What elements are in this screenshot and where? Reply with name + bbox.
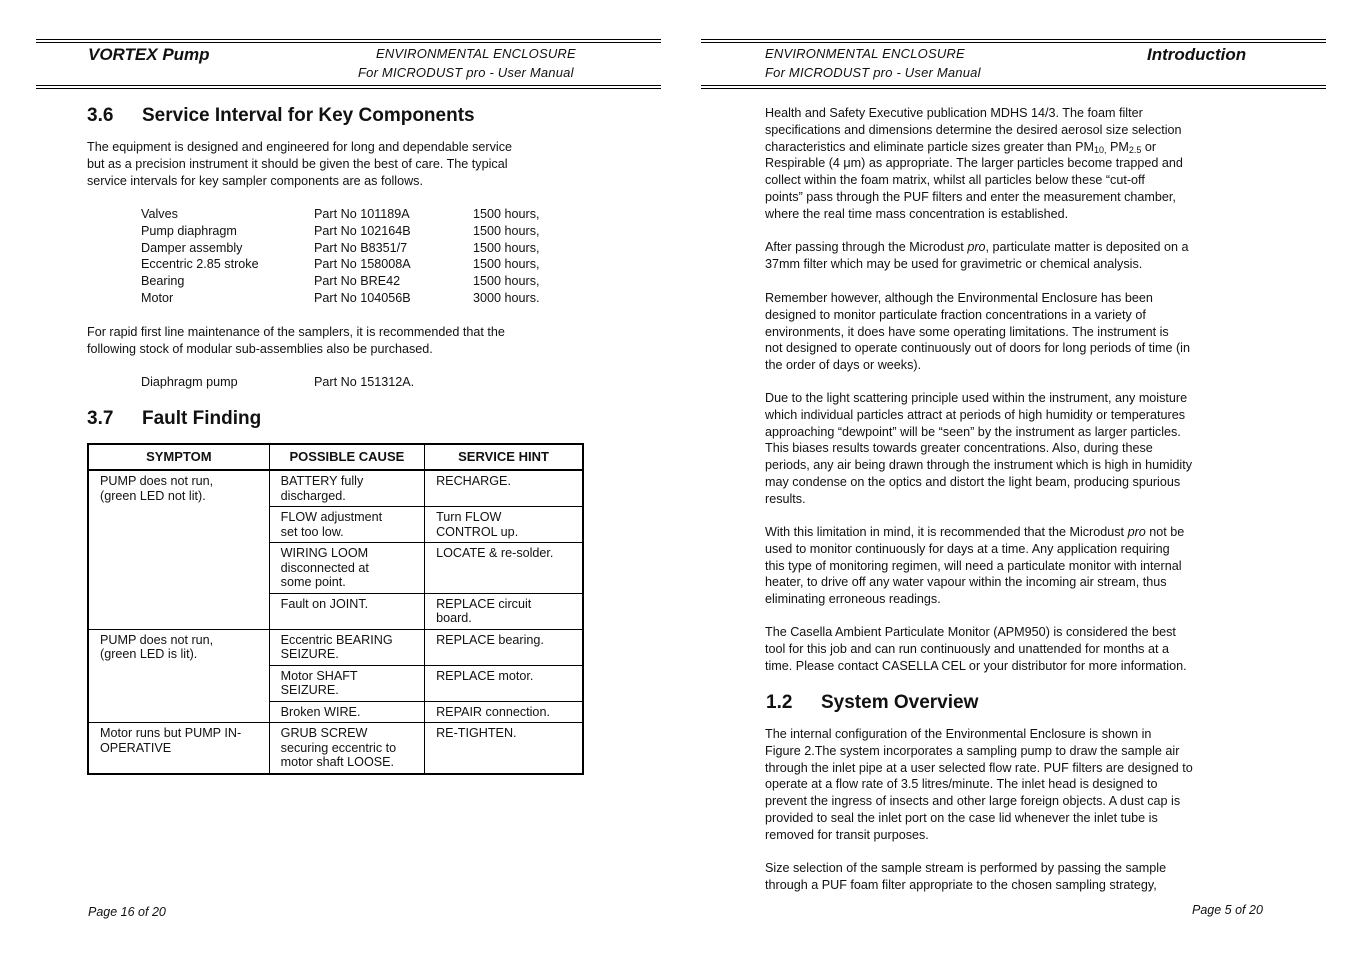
paragraph-moisture bbox=[765, 390, 1192, 508]
text-run: After passing through the Microdust bbox=[765, 240, 968, 254]
part-hours: 3000 hours. bbox=[473, 291, 540, 305]
section-number: 3.7 bbox=[87, 408, 114, 429]
cell-line: FLOW adjustment bbox=[280, 510, 383, 524]
text-line: The internal configuration of the Environmental Enclosure is shown in bbox=[765, 727, 1152, 741]
table-row bbox=[88, 470, 583, 507]
parts-list-row bbox=[0, 290, 675, 307]
text-line: where the real time mass concentration is established. bbox=[765, 206, 1069, 221]
text-line: results. bbox=[765, 491, 806, 506]
part-name: Bearing bbox=[141, 274, 185, 289]
emphasis: pro bbox=[967, 240, 986, 254]
paragraph-recommendation bbox=[765, 524, 1184, 608]
page-footer: Page 16 of 20 bbox=[88, 905, 166, 919]
text-line: operate at a flow rate of 3.5 litres/minute. The inlet head is designed to bbox=[765, 777, 1158, 792]
text-line: specifications and dimensions determine the desired aerosol size selection bbox=[765, 122, 1182, 137]
symptom-cell bbox=[88, 723, 269, 774]
cell-line: SEIZURE. bbox=[280, 683, 339, 697]
cell-line: disconnected at bbox=[280, 560, 369, 575]
paragraph-system-config bbox=[765, 726, 1193, 844]
part-part: Part No B8351/7 bbox=[314, 240, 408, 255]
text-line: designed to monitor particulate fraction concentrations in a variety of bbox=[765, 307, 1146, 322]
left-page bbox=[0, 0, 675, 954]
header-rule-bottom-2 bbox=[701, 88, 1326, 89]
text-line: Respirable (4 μm) as appropriate. The larger particles become trapped and bbox=[765, 156, 1183, 171]
symptom-cell bbox=[88, 470, 269, 629]
symptom-cell bbox=[88, 629, 269, 723]
header-title: Introduction bbox=[1147, 45, 1247, 64]
subscript: 10, bbox=[1093, 144, 1107, 155]
header-rule-top-2 bbox=[701, 42, 1326, 43]
cell-line: (green LED not lit). bbox=[100, 488, 206, 503]
cell-line: RE-TIGHTEN. bbox=[436, 726, 517, 740]
cell-line: securing eccentric to bbox=[280, 740, 397, 755]
text-line: may condense on the optics and distort the light beam, producing spurious bbox=[765, 474, 1181, 489]
header-possible-cause: POSSIBLE CAUSE bbox=[269, 444, 424, 470]
text-line bbox=[765, 139, 1183, 156]
text-run: not be bbox=[1145, 525, 1185, 539]
cell-line: REPLACE motor. bbox=[436, 668, 534, 683]
section-1-2-heading bbox=[766, 692, 978, 714]
stock-item-row bbox=[0, 374, 675, 391]
text-line: through the inlet pipe at a user selected flow rate. PUF filters are designed to bbox=[765, 760, 1193, 775]
cell-line: REPLACE bearing. bbox=[436, 632, 544, 647]
cell-line: CONTROL up. bbox=[436, 524, 519, 539]
hint-cell bbox=[425, 593, 583, 629]
text-line: tool for this job and can run continuously and unattended for months at a bbox=[765, 641, 1169, 656]
header-doc-line1: ENVIRONMENTAL ENCLOSURE bbox=[376, 46, 576, 61]
header-rule-bottom-2 bbox=[36, 88, 661, 89]
text-line: service intervals for key sampler components are as follows. bbox=[87, 173, 423, 188]
text-line: environments, it does have some operating limitations. The instrument is bbox=[765, 324, 1169, 339]
emphasis: pro bbox=[1127, 525, 1146, 539]
text-line: this type of monitoring regimen, will need a particulate monitor with internal bbox=[765, 558, 1182, 573]
right-page bbox=[676, 0, 1351, 954]
part-name: Eccentric 2.85 stroke bbox=[141, 257, 259, 272]
text-line: through a PUF foam filter appropriate to the chosen sampling strategy, bbox=[765, 877, 1157, 892]
parts-list-row bbox=[0, 223, 675, 240]
subscript: 2.5 bbox=[1128, 144, 1142, 155]
paragraph-size-selection bbox=[765, 860, 1166, 894]
cause-cell bbox=[269, 629, 424, 665]
part-part: Part No 104056B bbox=[314, 291, 411, 305]
text-line: following stock of modular sub-assemblies also be purchased. bbox=[87, 341, 433, 356]
cell-line: GRUB SCREW bbox=[280, 726, 368, 740]
cell-line: PUMP does not run, bbox=[100, 632, 214, 647]
section-number: 1.2 bbox=[766, 692, 793, 713]
hint-cell bbox=[425, 665, 583, 701]
header-symptom: SYMPTOM bbox=[88, 444, 269, 470]
hint-cell bbox=[425, 629, 583, 665]
header-rule-top bbox=[36, 39, 661, 40]
part-part: Part No BRE42 bbox=[314, 274, 401, 289]
part-hours: 1500 hours, bbox=[473, 207, 540, 221]
cause-cell bbox=[269, 507, 424, 543]
cause-cell bbox=[269, 543, 424, 594]
table-header-row bbox=[88, 444, 583, 470]
parts-list-row bbox=[0, 256, 675, 273]
text-line: This biases results towards greater concentrations. Also, during these bbox=[765, 441, 1153, 456]
text-line: Due to the light scattering principle used within the instrument, any moisture bbox=[765, 391, 1188, 405]
hint-cell bbox=[425, 701, 583, 723]
part-name: Valves bbox=[141, 207, 178, 221]
part-hours: 1500 hours, bbox=[473, 257, 540, 272]
parts-list-row bbox=[0, 273, 675, 290]
fault-table-body bbox=[88, 470, 583, 774]
text-line: Size selection of the sample stream is performed by passing the sample bbox=[765, 861, 1167, 875]
cell-line: OPERATIVE bbox=[100, 740, 172, 755]
page-footer: Page 5 of 20 bbox=[1192, 903, 1263, 917]
header-rule-top-2 bbox=[36, 42, 661, 43]
section-3-6-heading bbox=[87, 105, 475, 127]
cell-line: REPLACE circuit bbox=[436, 596, 532, 611]
table-row bbox=[88, 629, 583, 665]
text-line: Health and Safety Executive publication MDHS 14/3. The foam filter bbox=[765, 106, 1143, 120]
part-name: Motor bbox=[141, 291, 174, 305]
header-doc-line2: For MICRODUST pro - User Manual bbox=[765, 65, 981, 80]
part-part: Part No 102164B bbox=[314, 223, 411, 238]
table-row bbox=[88, 723, 583, 774]
header-rule-bottom bbox=[36, 85, 661, 86]
part-name: Damper assembly bbox=[141, 240, 243, 255]
cell-line: motor shaft LOOSE. bbox=[280, 755, 395, 769]
parts-list-row bbox=[0, 206, 675, 223]
cause-cell bbox=[269, 593, 424, 629]
cell-line: Fault on JOINT. bbox=[280, 596, 369, 611]
cell-line: Turn FLOW bbox=[436, 510, 502, 524]
text-line: the order of days or weeks). bbox=[765, 358, 922, 373]
section-title: Service Interval for Key Components bbox=[142, 105, 475, 126]
cause-cell bbox=[269, 701, 424, 723]
cell-line: Eccentric BEARING bbox=[280, 632, 393, 647]
section-title: Fault Finding bbox=[142, 408, 262, 429]
header-doc-line2: For MICRODUST pro - User Manual bbox=[358, 65, 574, 80]
fault-finding-table bbox=[87, 443, 584, 775]
hint-cell bbox=[425, 470, 583, 507]
text-line bbox=[765, 239, 1189, 256]
text-line: The Casella Ambient Particulate Monitor (APM950) is considered the best bbox=[765, 625, 1176, 639]
header-service-hint: SERVICE HINT bbox=[425, 444, 583, 470]
cause-cell bbox=[269, 470, 424, 507]
text-line: heater, to drive off any water vapour within the incoming air stream, thus bbox=[765, 575, 1167, 590]
text-line: For rapid first line maintenance of the samplers, it is recommended that the bbox=[87, 325, 505, 339]
text-line bbox=[765, 524, 1184, 541]
text-line: periods, any air being drawn through the instrument which is high in humidity bbox=[765, 458, 1193, 473]
cell-line: set too low. bbox=[280, 524, 344, 539]
hint-cell bbox=[425, 507, 583, 543]
text-run: PM bbox=[1106, 139, 1129, 154]
cell-line: BATTERY fully bbox=[280, 474, 364, 488]
paragraph-casella bbox=[765, 624, 1187, 674]
text-line: eliminating erroneous readings. bbox=[765, 592, 941, 607]
part-hours: 1500 hours, bbox=[473, 274, 540, 289]
cell-line: SEIZURE. bbox=[280, 647, 339, 661]
text-line: time. Please contact CASELLA CEL or your distributor for more information. bbox=[765, 658, 1187, 673]
cell-line: (green LED is lit). bbox=[100, 647, 198, 661]
text-run: or bbox=[1141, 139, 1157, 154]
text-line: collect within the foam matrix, whilst all particles below these “cut-off bbox=[765, 173, 1145, 188]
text-line: Remember however, although the Environmental Enclosure has been bbox=[765, 291, 1153, 305]
text-line: Figure 2.The system incorporates a sampling pump to draw the sample air bbox=[765, 743, 1180, 758]
section-number: 3.6 bbox=[87, 105, 114, 126]
hint-cell bbox=[425, 543, 583, 594]
part-part: Part No 158008A bbox=[314, 257, 411, 272]
section-3-7-heading bbox=[87, 408, 261, 430]
cell-line: Motor runs but PUMP IN- bbox=[100, 726, 242, 740]
header-title: VORTEX Pump bbox=[88, 45, 210, 64]
hint-cell bbox=[425, 723, 583, 774]
part-hours: 1500 hours, bbox=[473, 240, 540, 255]
part-part: Part No 101189A bbox=[314, 207, 410, 221]
text-run: With this limitation in mind, it is recommended that the Microdust bbox=[765, 525, 1128, 539]
part-name: Pump diaphragm bbox=[141, 223, 237, 238]
text-run: characteristics and eliminate particle sizes greater than PM bbox=[765, 139, 1094, 154]
cell-line: RECHARGE. bbox=[436, 474, 511, 488]
text-line: but as a precision instrument it should be given the best of care. The typical bbox=[87, 156, 508, 171]
text-line: prevent the ingress of insects and other large foreign objects. A dust cap is bbox=[765, 794, 1181, 809]
text-line: points” pass through the PUF filters and enter the measurement chamber, bbox=[765, 189, 1176, 204]
parts-list-row bbox=[0, 240, 675, 257]
stock-item-part: Part No 151312A. bbox=[314, 375, 415, 389]
service-intro-paragraph bbox=[87, 139, 512, 189]
cell-line: board. bbox=[436, 611, 472, 625]
text-line: used to monitor continuously for days at a time. Any application requiring bbox=[765, 541, 1170, 556]
text-line: 37mm filter which may be used for gravimetric or chemical analysis. bbox=[765, 256, 1143, 271]
text-line: provided to seal the inlet port on the case lid whenever the inlet tube is bbox=[765, 810, 1158, 825]
cell-line: WIRING LOOM bbox=[280, 546, 369, 560]
text-line: The equipment is designed and engineered for long and dependable service bbox=[87, 140, 512, 154]
cell-line: some point. bbox=[280, 575, 346, 589]
text-run: , particulate matter is deposited on a bbox=[985, 240, 1189, 254]
stock-item-name: Diaphragm pump bbox=[141, 375, 238, 389]
text-line: which individual particles attract at periods of high humidity or temperatures bbox=[765, 407, 1185, 422]
cell-line: discharged. bbox=[280, 488, 346, 503]
cell-line: Motor SHAFT bbox=[280, 668, 358, 683]
paragraph-limitations bbox=[765, 290, 1190, 374]
cause-cell bbox=[269, 723, 424, 774]
cell-line: Broken WIRE. bbox=[280, 704, 361, 719]
header-rule-top bbox=[701, 39, 1326, 40]
stock-note-paragraph bbox=[87, 324, 505, 358]
paragraph-foam-filter bbox=[765, 105, 1183, 223]
cell-line: REPAIR connection. bbox=[436, 704, 550, 719]
text-line: not designed to operate continuously out of doors for long periods of time (in bbox=[765, 341, 1190, 356]
cause-cell bbox=[269, 665, 424, 701]
text-line: approaching “dewpoint” will be “seen” by the instrument as larger particles. bbox=[765, 424, 1181, 439]
part-hours: 1500 hours, bbox=[473, 223, 540, 238]
header-doc-line1: ENVIRONMENTAL ENCLOSURE bbox=[765, 46, 965, 61]
cell-line: LOCATE & re-solder. bbox=[436, 546, 554, 560]
cell-line: PUMP does not run, bbox=[100, 474, 214, 488]
section-title: System Overview bbox=[821, 692, 979, 713]
paragraph-deposit bbox=[765, 239, 1189, 273]
header-rule-bottom bbox=[701, 85, 1326, 86]
text-line: removed for transit purposes. bbox=[765, 827, 929, 842]
